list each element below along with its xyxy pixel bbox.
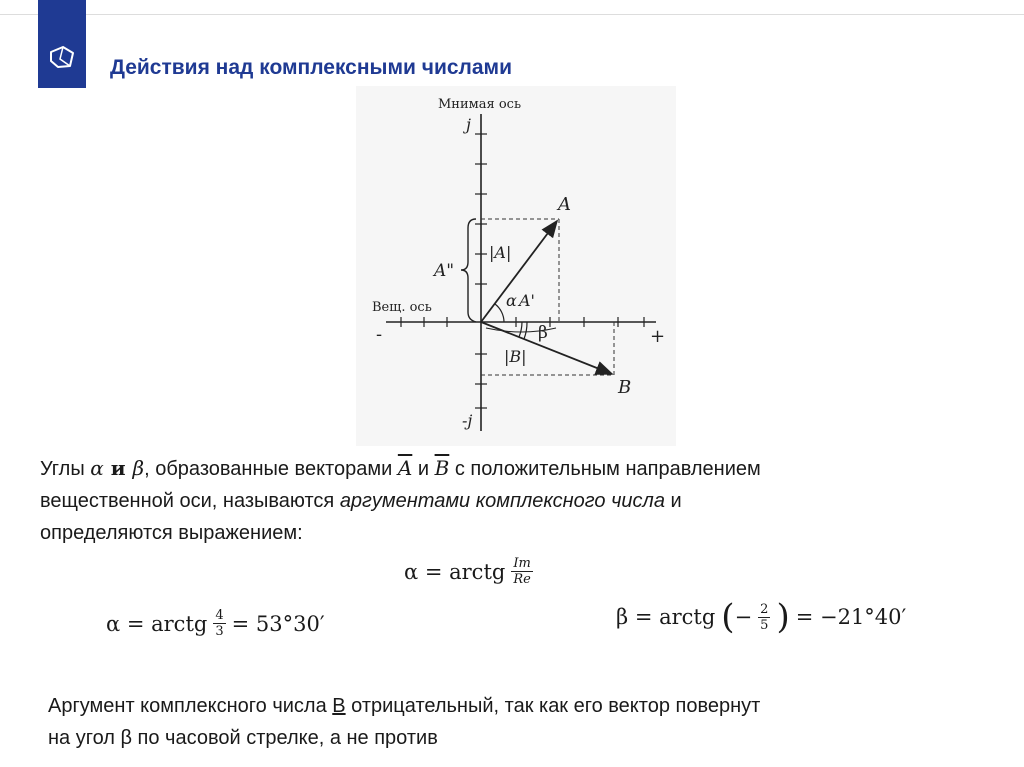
a-double-prime-label: A" bbox=[434, 261, 455, 281]
header-divider bbox=[0, 14, 1024, 15]
formula-alpha: α = arctg $\frac{4}{3}$ = 53°30′ bbox=[106, 608, 325, 639]
a-double-prime-brace bbox=[461, 219, 476, 322]
page-title: Действия над комплексными числами bbox=[110, 56, 513, 79]
formula-general: α = arctg $\frac{Im}{Re}$ bbox=[404, 556, 531, 587]
paragraph2-line-1: Аргумент комплексного числа В отрицательный, так как его вектор повернут bbox=[48, 695, 761, 717]
vector-b-label: B bbox=[618, 377, 632, 398]
paragraph-negative-argument bbox=[48, 690, 760, 754]
alpha-arc bbox=[495, 304, 504, 322]
fraction-4-3: $\frac{4}{3}$ bbox=[215, 608, 224, 639]
paragraph-line-3: определяются выражением: bbox=[40, 522, 303, 544]
vector-diagram bbox=[356, 86, 676, 446]
complex-plane-svg bbox=[356, 86, 676, 446]
beta-arc-2 bbox=[524, 322, 527, 339]
paragraph-line-2: вещественной оси, называются аргументами комплексного числа и bbox=[40, 490, 682, 512]
real-axis-label: Вещ. ось bbox=[372, 300, 432, 315]
beta-arc-1 bbox=[519, 322, 522, 337]
beta-label: β bbox=[538, 323, 548, 343]
vector-a-label: A bbox=[558, 194, 571, 215]
minus-label: - bbox=[376, 324, 383, 345]
vector-b-symbol: $\overline{B}$ bbox=[434, 456, 450, 480]
imag-axis-label: Мнимая ось bbox=[438, 97, 522, 112]
fraction-im-re: $\frac{Im}{Re}$ bbox=[513, 556, 531, 587]
formula-beta: β = arctg ( − $\frac{2}{5}$ ) = −21°40′ bbox=[616, 597, 907, 637]
mod-a-label: |A| bbox=[489, 243, 512, 262]
alpha-label: α bbox=[506, 291, 517, 310]
j-label: j bbox=[466, 115, 471, 134]
plus-label: + bbox=[650, 326, 666, 347]
paragraph-arguments bbox=[40, 452, 761, 549]
paragraph-line-1: Углы α и β, образованные векторами $\overline{A}$ и $\overline{B}$ с положительным направлением bbox=[40, 456, 761, 480]
book-icon bbox=[48, 44, 76, 70]
paragraph2-line-2: на угол β по часовой стрелке, а не против bbox=[48, 727, 438, 749]
a-prime-label: A' bbox=[519, 291, 535, 310]
neg-j-label: -j bbox=[462, 411, 473, 430]
fraction-2-5: $\frac{2}{5}$ bbox=[760, 601, 769, 633]
vector-a-symbol: $\overline{A}$ bbox=[397, 456, 413, 480]
slide-badge bbox=[38, 0, 86, 88]
mod-b-label: |B| bbox=[504, 347, 527, 366]
